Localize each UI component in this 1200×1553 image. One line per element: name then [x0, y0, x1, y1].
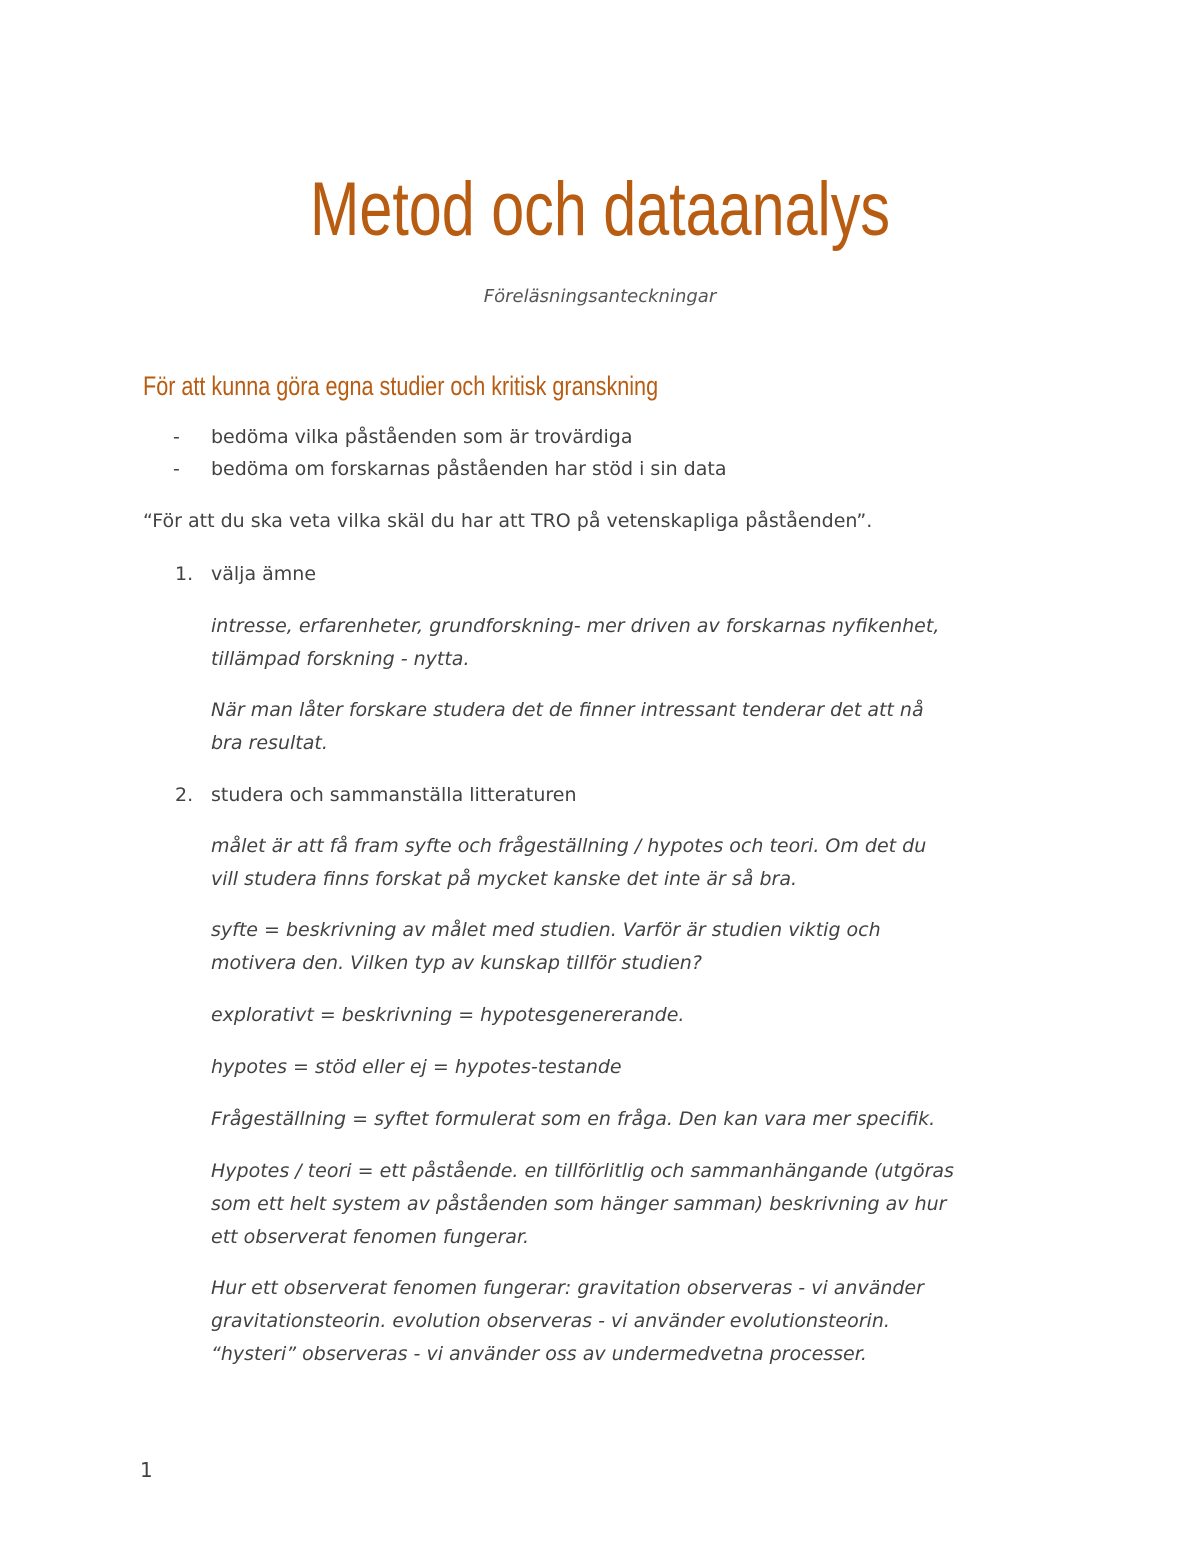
quote: “För att du ska veta vilka skäl du har att TRO på vetenskapliga påståenden”.: [143, 510, 873, 532]
bullet-text: bedöma vilka påståenden som är trovärdiga: [211, 426, 633, 448]
step-note: intresse, erfarenheter, grundforskning- mer driven av forskarnas nyfikenhet, tillämpad forskning - nytta.: [211, 615, 940, 670]
step-label: studera och sammanställa litteraturen: [211, 784, 577, 806]
step-note: Hur ett observerat fenomen fungerar: gravitation observeras - vi använder gravitationsteorin. evolution observeras - vi använder evolutionsteorin. “hysteri” observeras - vi använder oss av undermedvetna processer.: [211, 1277, 924, 1365]
step-note: När man låter forskare studera det de finner intressant tenderar det att nå bra resultat.: [211, 699, 924, 754]
step-note: Hypotes / teori = ett påstående. en tillförlitlig och sammanhängande (utgöras som ett helt system av påståenden som hänger samman) beskrivning av hur ett observerat fenomen fungerar.: [211, 1160, 954, 1248]
bullet-text: bedöma om forskarnas påståenden har stöd i sin data: [211, 458, 727, 480]
subtitle: Föreläsningsanteckningar: [483, 286, 717, 307]
bullet-dash: -: [173, 426, 180, 448]
step-note: Frågeställning = syftet formulerat som en fråga. Den kan vara mer specifik.: [211, 1108, 936, 1130]
step-note: hypotes = stöd eller ej = hypotes-testande: [211, 1056, 622, 1078]
step-label: välja ämne: [211, 563, 317, 585]
step-number: 1.: [175, 563, 194, 585]
page-number: 1: [140, 1458, 153, 1482]
step-note: explorativt = beskrivning = hypotesgenererande.: [211, 1004, 685, 1026]
page-title: Metod och dataanalys: [309, 167, 891, 252]
bullet-dash: -: [173, 458, 180, 480]
section-heading: För att kunna göra egna studier och kritisk granskning: [143, 371, 659, 401]
step-note: målet är att få fram syfte och frågeställning / hypotes och teori. Om det du vill studera finns forskat på mycket kanske det inte är så bra.: [211, 835, 927, 890]
step-note: syfte = beskrivning av målet med studien. Varför är studien viktig och motivera den. Vilken typ av kunskap tillför studien?: [211, 919, 881, 974]
step-number: 2.: [175, 784, 194, 806]
